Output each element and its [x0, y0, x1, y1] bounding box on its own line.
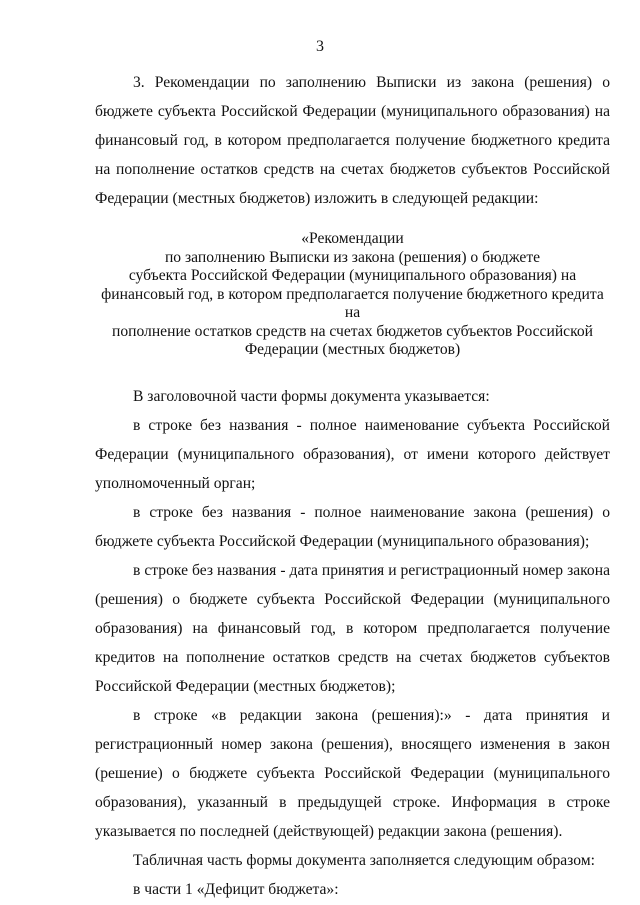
body-paragraph: в части 1 «Дефицит бюджета»: — [133, 880, 339, 898]
title-line: субъекта Российской Федерации (муниципального образования) на — [128, 267, 577, 284]
title-line: финансовый год, в котором предполагается получение бюджетного кредита на — [101, 285, 604, 321]
body-paragraph: в строке «в редакции закона (решения):» - дата принятия и регистрационный номер закона (решения), вносящего изменения в закон (решение) о бюджете субъекта Российской Федерации (муниципального образования), указанный в предыдущей строке. Информация в строке указывается по последней (действующей) редакции закона (решения). — [95, 706, 610, 840]
body-paragraph: в строке без названия - дата принятия и регистрационный номер закона (решения) о бюджете субъекта Российской Федерации (муниципального образования) на финансовый год, в котором предполагается получение кредитов на пополнение остатков средств на счетах бюджетов субъектов Российской Федерации (местных бюджетов); — [95, 561, 610, 695]
page-number: 3 — [316, 38, 324, 55]
body-paragraph: Табличная часть формы документа заполняется следующим образом: — [133, 851, 595, 869]
intro-paragraph: 3. Рекомендации по заполнению Выписки из закона (решения) о бюджете субъекта Российской Федерации (муниципального образования) на финансовый год, в котором предполагается получение бюджетного кредита на пополнение остатков средств на счетах бюджетов субъектов Российской Федерации (местных бюджетов) изложить в следующей редакции: — [95, 74, 610, 207]
spacer — [95, 373, 610, 382]
body-paragraph: в строке без названия - полное наименование субъекта Российской Федерации (муниципального образования), от имени которого действует уполномоченный орган; — [95, 416, 610, 492]
title-line: «Рекомендации — [301, 230, 404, 247]
title-line: пополнение остатков средств на счетах бюджетов субъектов Российской — [111, 322, 594, 340]
body-paragraph: В заголовочной части формы документа указывается: — [133, 387, 490, 405]
title-line: по заполнению Выписки из закона (решения) о бюджете — [164, 248, 541, 266]
recommendations-title — [95, 230, 610, 360]
document-content — [95, 68, 610, 904]
body-paragraph: в строке без названия - полное наименование закона (решения) о бюджете субъекта Российской Федерации (муниципального образования); — [95, 503, 610, 550]
title-line: Федерации (местных бюджетов) — [244, 341, 461, 358]
